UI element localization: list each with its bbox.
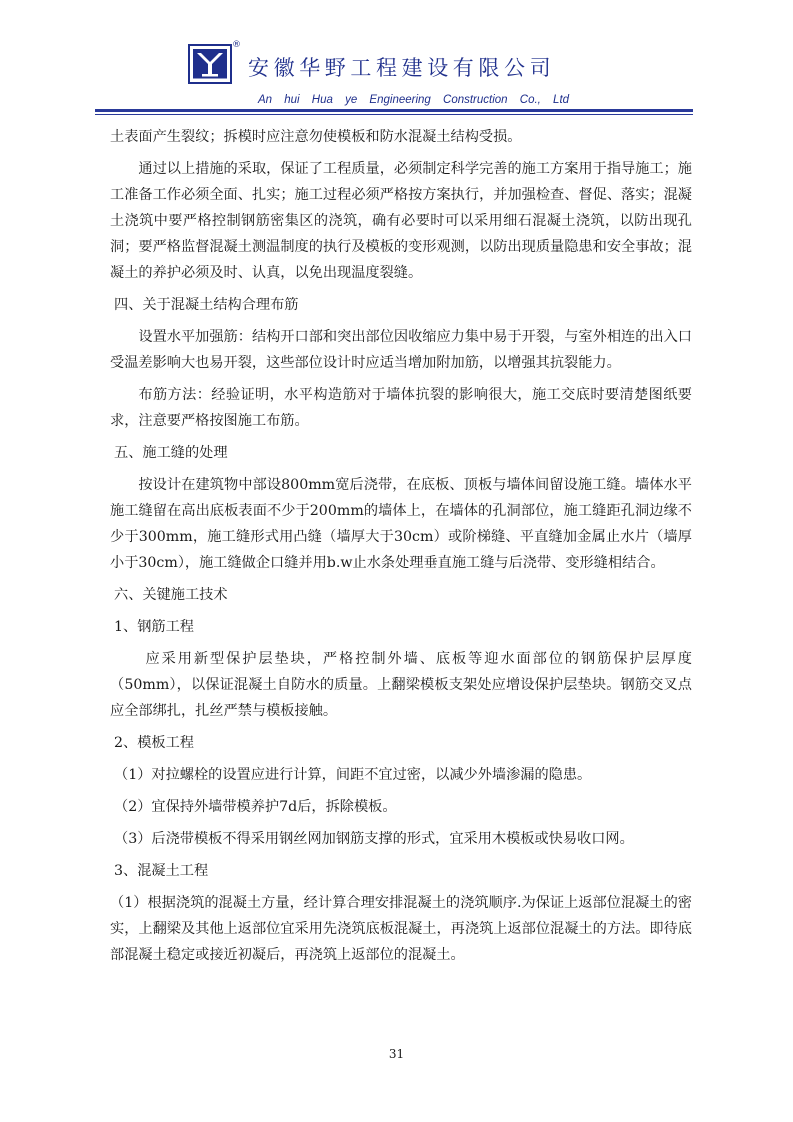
page-number: 31 xyxy=(388,1047,405,1061)
paragraph: （1）根据浇筑的混凝土方量，经计算合理安排混凝土的浇筑顺序.为保证上返部位混凝土的密实，上翻梁及其他上返部位宜采用先浇筑底板混凝土，再浇筑上返部位混凝土的方法。即待底部混凝土稳定或接近初凝后，再浇筑上返部位的混凝土。 xyxy=(110,895,692,963)
company-name-en: An hui Hua ye Engineering Construction Co., Ltd xyxy=(258,94,570,106)
company-logo-icon xyxy=(188,44,232,84)
section-heading: 四、关于混凝土结构合理布筋 xyxy=(114,297,299,313)
paragraph: 布筋方法：经验证明，水平构造筋对于墙体抗裂的影响很大，施工交底时要清楚图纸要求，注意要严格按图施工布筋。 xyxy=(110,387,692,429)
registered-mark: ® xyxy=(232,40,241,50)
subsection-heading: 1、钢筋工程 xyxy=(114,619,194,635)
company-name-cn: 安徽华野工程建设有限公司 xyxy=(248,56,556,80)
header-rule-thin xyxy=(95,114,693,115)
list-item: （1）对拉螺栓的设置应进行计算，间距不宜过密，以减少外墙渗漏的隐患。 xyxy=(114,767,592,783)
section-heading: 六、关键施工技术 xyxy=(114,587,228,603)
paragraph: 通过以上措施的采取，保证了工程质量，必须制定科学完善的施工方案用于指导施工；施工准备工作必须全面、扎实；施工过程必须严格按方案执行，并加强检查、督促、落实；混凝土浇筑中要严格控制钢筋密集区的浇筑，确有必要时可以采用细石混凝土浇筑，以防出现孔洞；要严格监督混凝土测温制度的执行及模板的变形观测，以防出现质量隐患和安全事故；混凝土的养护必须及时、认真，以免出现温度裂缝。 xyxy=(110,161,692,281)
paragraph: 按设计在建筑物中部设800mm宽后浇带，在底板、顶板与墙体间留设施工缝。墙体水平施工缝留在高出底板表面不少于200mm的墙体上，在墙体的孔洞部位，施工缝距孔洞边缘不少于300mm，施工缝形式用凸缝（墙厚大于30cm）或阶梯缝、平直缝加金属止水片（墙厚小于30cm），施工缝做企口缝并用b.w止水条处理垂直施工缝与后浇带、变形缝相结合。 xyxy=(110,477,692,571)
list-item: （3）后浇带模板不得采用钢丝网加钢筋支撑的形式，宜采用木模板或快易收口网。 xyxy=(114,831,634,847)
header-rule-thick xyxy=(95,109,693,112)
section-heading: 五、施工缝的处理 xyxy=(114,445,228,461)
subsection-heading: 2、模板工程 xyxy=(114,735,194,751)
document-body xyxy=(110,124,692,974)
page-header xyxy=(0,0,793,115)
subsection-heading: 3、混凝土工程 xyxy=(114,863,209,879)
paragraph: 设置水平加强筋：结构开口部和突出部位因收缩应力集中易于开裂，与室外相连的出入口受温差影响大也易开裂，这些部位设计时应适当增加附加筋，以增强其抗裂能力。 xyxy=(110,329,692,371)
list-item: （2）宜保持外墙带模养护7d后，拆除模板。 xyxy=(114,799,397,815)
paragraph: 土表面产生裂纹；拆模时应注意勿使模板和防水混凝土结构受损。 xyxy=(110,129,522,145)
paragraph: 应采用新型保护层垫块，严格控制外墙、底板等迎水面部位的钢筋保护层厚度（50mm），以保证混凝土自防水的质量。上翻梁模板支架处应增设保护层垫块。钢筋交叉点应全部绑扎，扎丝严禁与模板接触。 xyxy=(110,651,692,719)
